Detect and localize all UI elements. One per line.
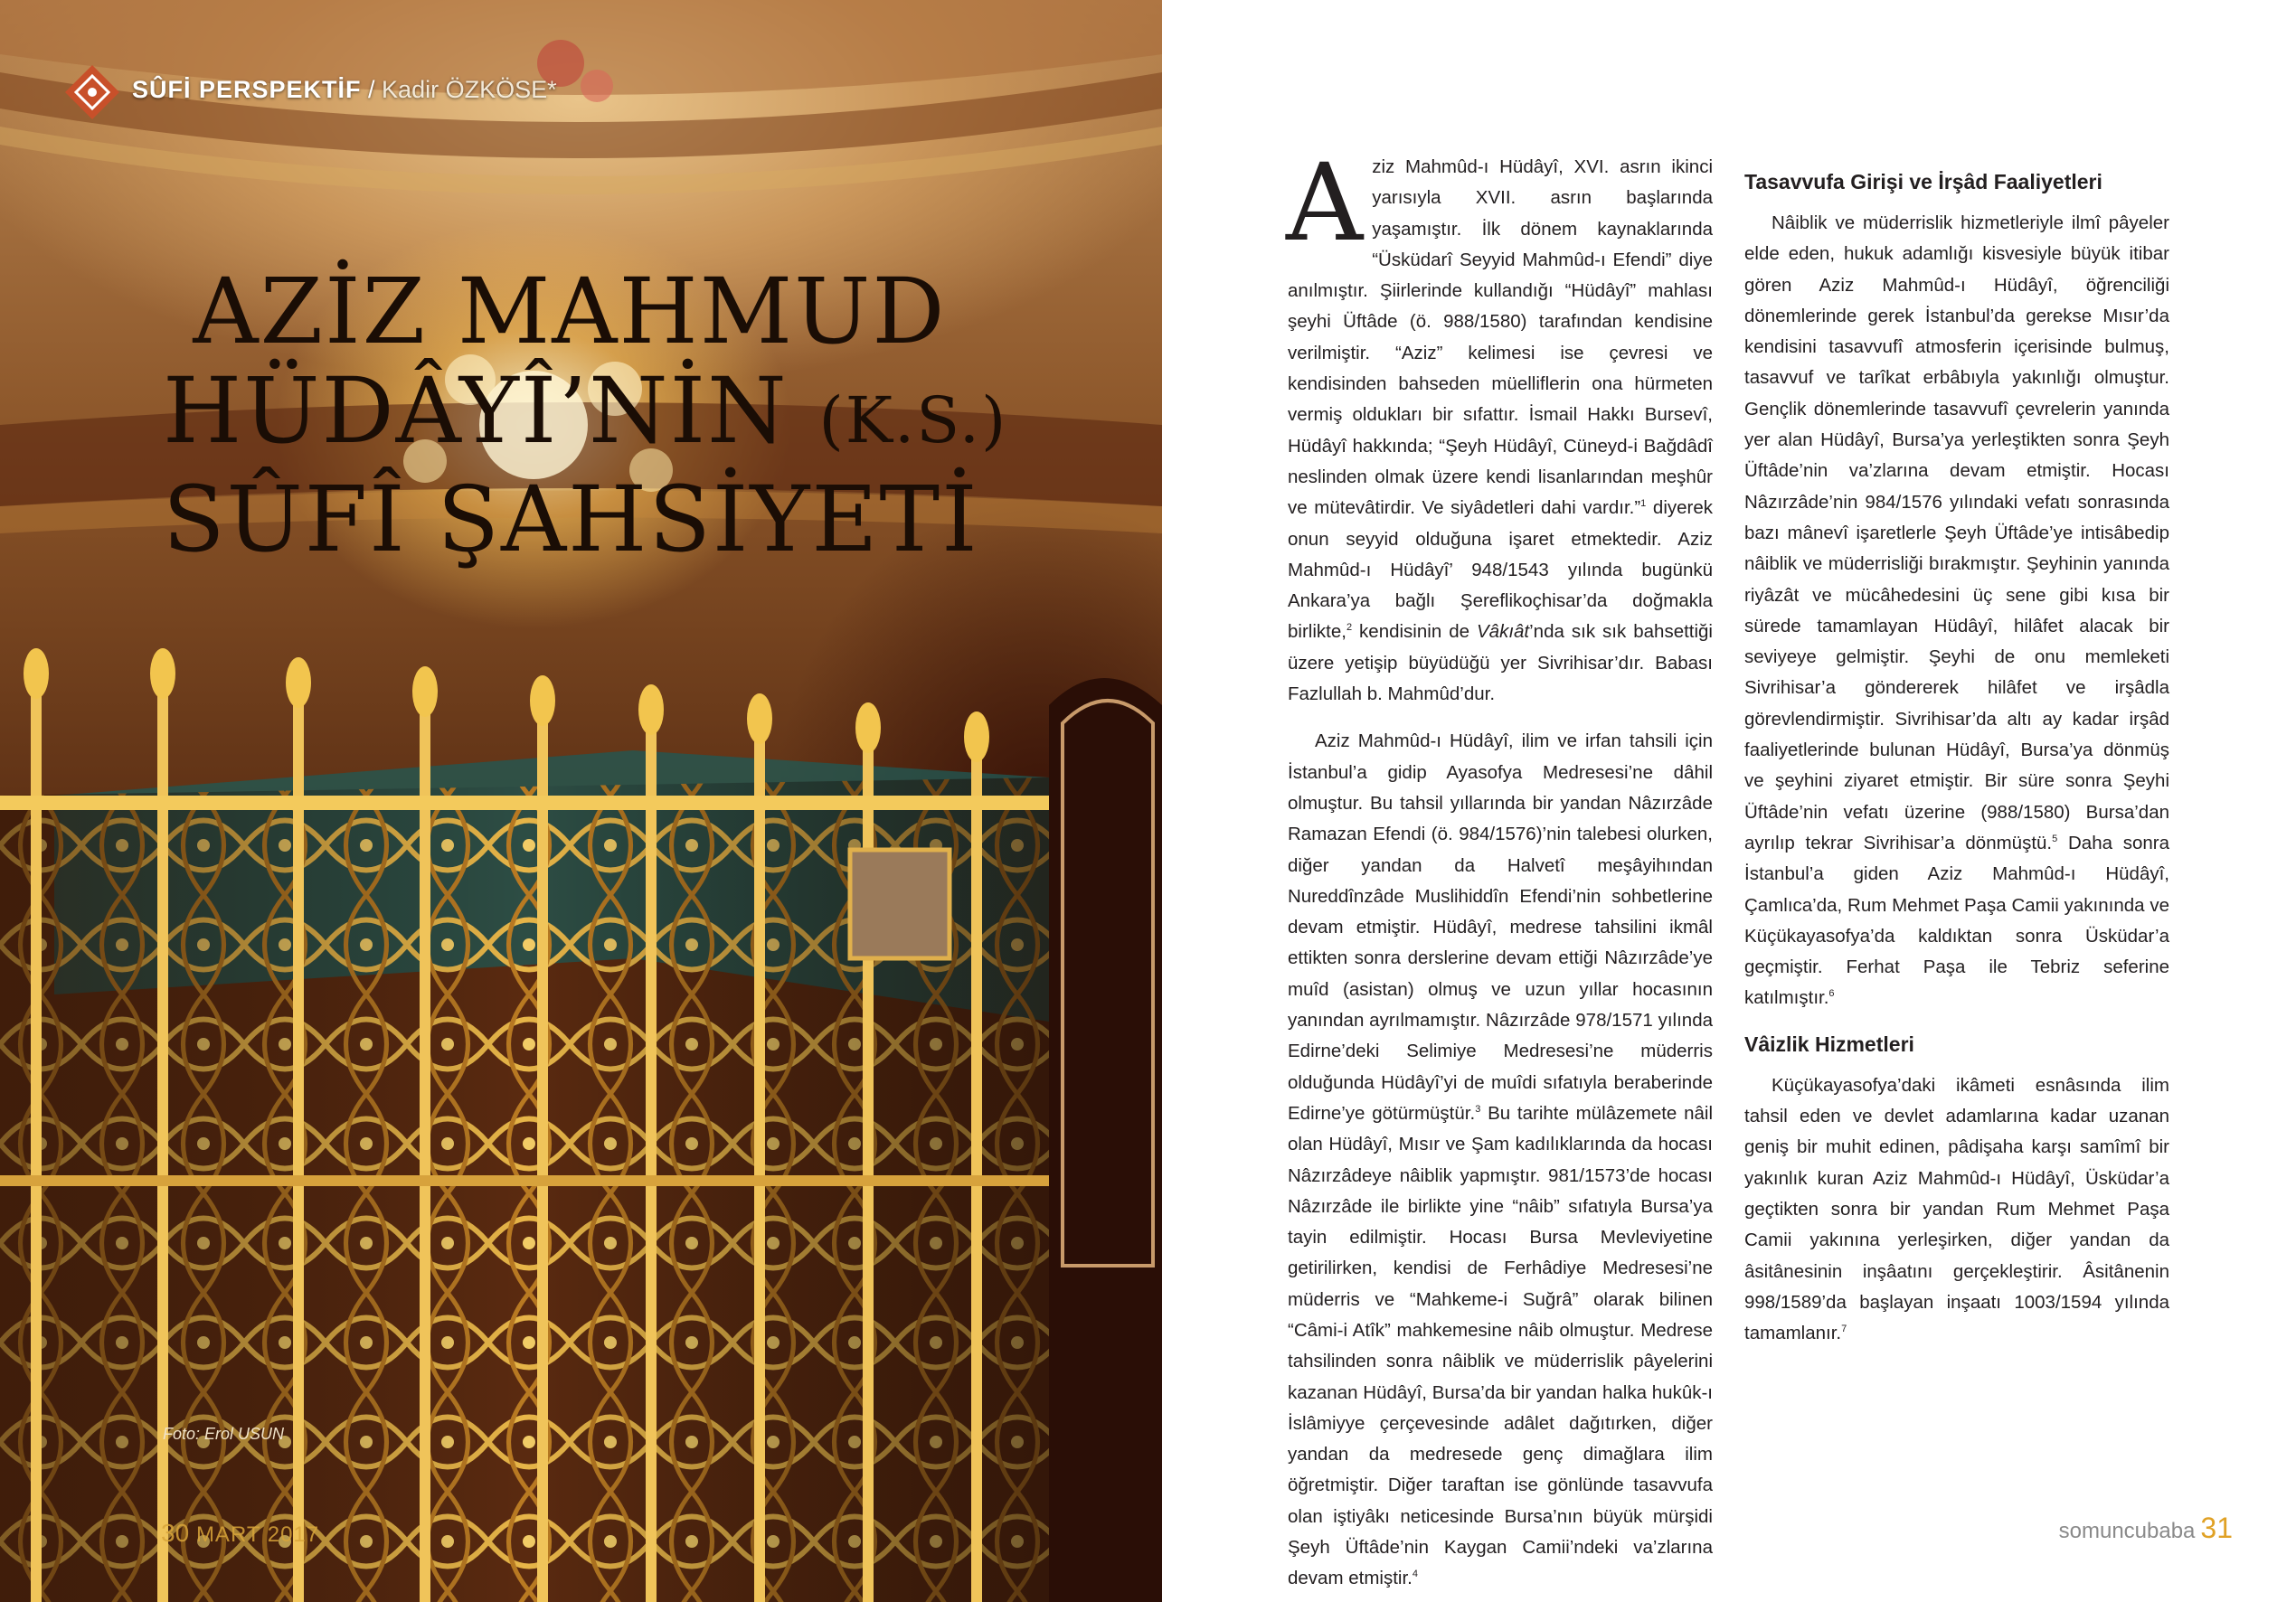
- magazine-name: somuncubaba: [2058, 1519, 2196, 1543]
- drop-cap: A: [1286, 140, 1364, 265]
- text-column-1: [1286, 140, 1714, 1595]
- paragraph-3: Nâiblik ve müderrislik hizmetleriyle ilmî pâyeler elde eden, hukuk adamlığı kisvesiyle büyük itibar gören Aziz Mahmûd-ı Hüdâyî, öğrenciliği dönemlerinde gerek İstanbul’da gerekse Mısır’da kendisini tasavvufî atmosferin içerisinde bulmuş, tasavvuf ve tarîkat erbâbıyla yakınlığı olmuştur. Gençlik dönemlerinde tasavvufî çevrelerin yanında yer alan Hüdâyî, Bursa’ya yerleştikten sonra Şeyh Üftâde’nin va’zlarına devam etmiştir. Hocası Nâzırzâde’nin 984/1576 yılındaki vefatı sonrasında bazı mânevî işaretlerle Şeyh Üftâde’ye intisâbedip nâiblik ve müderrisliği bırakmıştır. Şeyhinin yanında riyâzât ve mücâhedesini üç sene gibi kısa bir sürede tamamlayan Hüdâyî, hilâfet alacak bir seviyeye gelmiştir. Şeyhi de onu memleketi Sivrihisar’a göndererek hilâfet ve irşâdla görevlendirmiştir. Sivrihisar’da altı ay kadar irşâd faaliyetlerinde bulunan Hüdâyî, Bursa’ya dönmüş ve şeyhini ziyaret etmiştir. Bir süre sonra Şeyhi Üftâde’nin vefatı üzerine (988/1580) Bursa’dan ayrılıp tekrar Sivrihisar’a dönmüştü.$^5$ Daha sonra İstanbul’a giden Aziz Mahmûd-ı Hüdâyî, Çamlıca’da, Rum Mehmet Paşa Camii yakınında ve Küçükayasofya’da kaldıktan sonra Üsküdar’a geçmiştir. Ferhat Paşa ile Tebriz seferine katılmıştır.$^6$: [1744, 212, 2170, 1009]
- paragraph-4: Küçükayasofya’daki ikâmeti esnâsında ilim tahsil eden ve devlet adamlarına kadar uzanan geniş bir muhit edinen, pâdişaha karşı samîmî bir yakınlık kuran Aziz Mahmûd-ı Hüdâyî, Üsküdar’a geçtikten sonra bir yandan Rum Mehmet Paşa Camii yakınına yerleşirken, diğer yandan da âsitânesinin inşâatını gerçekleştirir. Âsitânenin 998/1589’da başlayan inşaatı 1003/1594 yılında tamamlanır.$^7$: [1744, 1074, 2169, 1344]
- text-column-2: [1744, 152, 2169, 1349]
- subheading-2: Vâizlik Hizmetleri: [1744, 1032, 1914, 1056]
- title-ks: (K.S.): [818, 383, 1008, 457]
- section-header: [132, 76, 557, 104]
- photo-credit: Foto: Erol USUN: [163, 1425, 285, 1443]
- title-line-2: [163, 358, 1008, 470]
- title-line-2-main: HÜDÂYÎ’NİN: [163, 358, 789, 464]
- right-page-number: 31: [2200, 1512, 2233, 1544]
- header-separator: /: [361, 76, 383, 103]
- title-line-3: SÛFÎ ŞAHSİYETİ: [163, 466, 979, 572]
- section-name: SÛFİ PERSPEKTİF: [132, 76, 362, 103]
- title-line-1: AZİZ MAHMUD: [193, 259, 947, 364]
- left-page-number: 30: [161, 1519, 190, 1547]
- section-diamond-icon: [63, 63, 121, 121]
- author-name: Kadir ÖZKÖSE*: [382, 76, 557, 103]
- article-page: [1162, 0, 2296, 1602]
- paragraph-2: Aziz Mahmûd-ı Hüdâyî, ilim ve irfan tahsili için İstanbul’a gidip Ayasofya Medresesi’ne dâhil olmuştur. Bu tahsil yıllarında bir yandan Nâzırzâde Ramazan Efendi (ö. 984/1576)’nin talebesi olurken, diğer yandan da Halvetî meşâyihından Nureddînzâde Muslihiddîn Efendi’nin sohbetlerine devam etmiştir. Hüdâyî, medrese tahsilini ikmâl ettikten sonra derslerine devam ettiği Nâzırzâde’ye muîd (asistan) olmuş ve uzun yıllar hocasının yanından ayrılmamıştır. Nâzırzâde 978/1571 yılında Edirne’deki Selimiye Medresesi’ne müderris olduğunda Hüdâyî’yi de muîdi sıfatıyla beraberinde Edirne’ye götürmüştür.$^3$ Bu tarihte mülâzemete nâil olan Hüdâyî, Mısır ve Şam kadılıklarında da hocası Nâzırzâdeye nâiblik yapmıştır. 981/1573’de hocası Nâzırzâde ile birlikte yine “nâib” sıfatıyla Bursa’ya tayin edilmiştir. Hocası Bursa Mevleviyetine getirilirken, kendisi de Ferhâdiye Medresesi’ne müderris ve “Mahkeme-i Suğrâ” olarak bilinen “Câmi-i Atîk” mahkemesine nâib olmuştur. Medrese tahsilinden sonra nâiblik ve müderrislik pâyelerini kazanan Hüdâyî, Bursa’da bir yandan halka hukûk-ı İslâmiyye çerçevesinde adâlet dağıtırken, diğer yandan da medresede genç dimağlara ilim öğretmiştir. Diğer taraftan ise gönlünde tasavvufa olan iştiyâkı neticesinde Bursa’nın büyük mürşidi Şeyh Üftâde’nin Kaygan Camii’ndeki va’zlarına devam etmiştir.$^4$: [1288, 730, 1714, 1589]
- issue-date: MART 2017: [195, 1522, 320, 1547]
- right-page-footer: [2059, 1512, 2233, 1545]
- subheading-1: Tasavvufa Girişi ve İrşâd Faaliyetleri: [1744, 170, 2102, 193]
- left-page-footer: [161, 1519, 319, 1548]
- paragraph-1: Aziz Mahmûd-ı Hüdâyî, XVI. asrın ikinci yarısıyla XVII. asrın başlarında yaşamıştır. İlk dönem kaynaklarında “Üsküdarî Seyyid Mahmûd-ı Efendi” diye anılmıştır. Şiirlerinde kullandığı “Hüdâyî” mahlası şeyhi Üftâde (ö. 988/1580) tarafından kendisine verilmiştir. “Aziz” kelimesi ise çevresi ve kendisinden bahseden müelliflerin ona hürmeten vermiş oldukları bir sıfattır. İsmail Hakkı Bursevî, Hüdâyî hakkında; “Şeyh Hüdâyî, Cüneyd-i Bağdâdî neslinden olmak üzere kendi lisanlarından meşhûr ve mütevâtirdir. Ve siyâdetleri dahi vardır.”$^1$ diyerek onun seyyid olduğuna işaret etmektedir. Aziz Mahmûd-ı Hüdâyî’ 948/1543 yılında bugünkü Ankara’ya bağlı Şereflikoçhisar’da doğmakla birlikte,$^2$ kendisinin de Vâkıât’nda sık sık bahsettiği üzere yetişip büyüdüğü yer Sivrihisar’dır. Babası Fazlullah b. Mahmûd’dur.: [1286, 140, 1713, 705]
- article-title: [163, 259, 1008, 572]
